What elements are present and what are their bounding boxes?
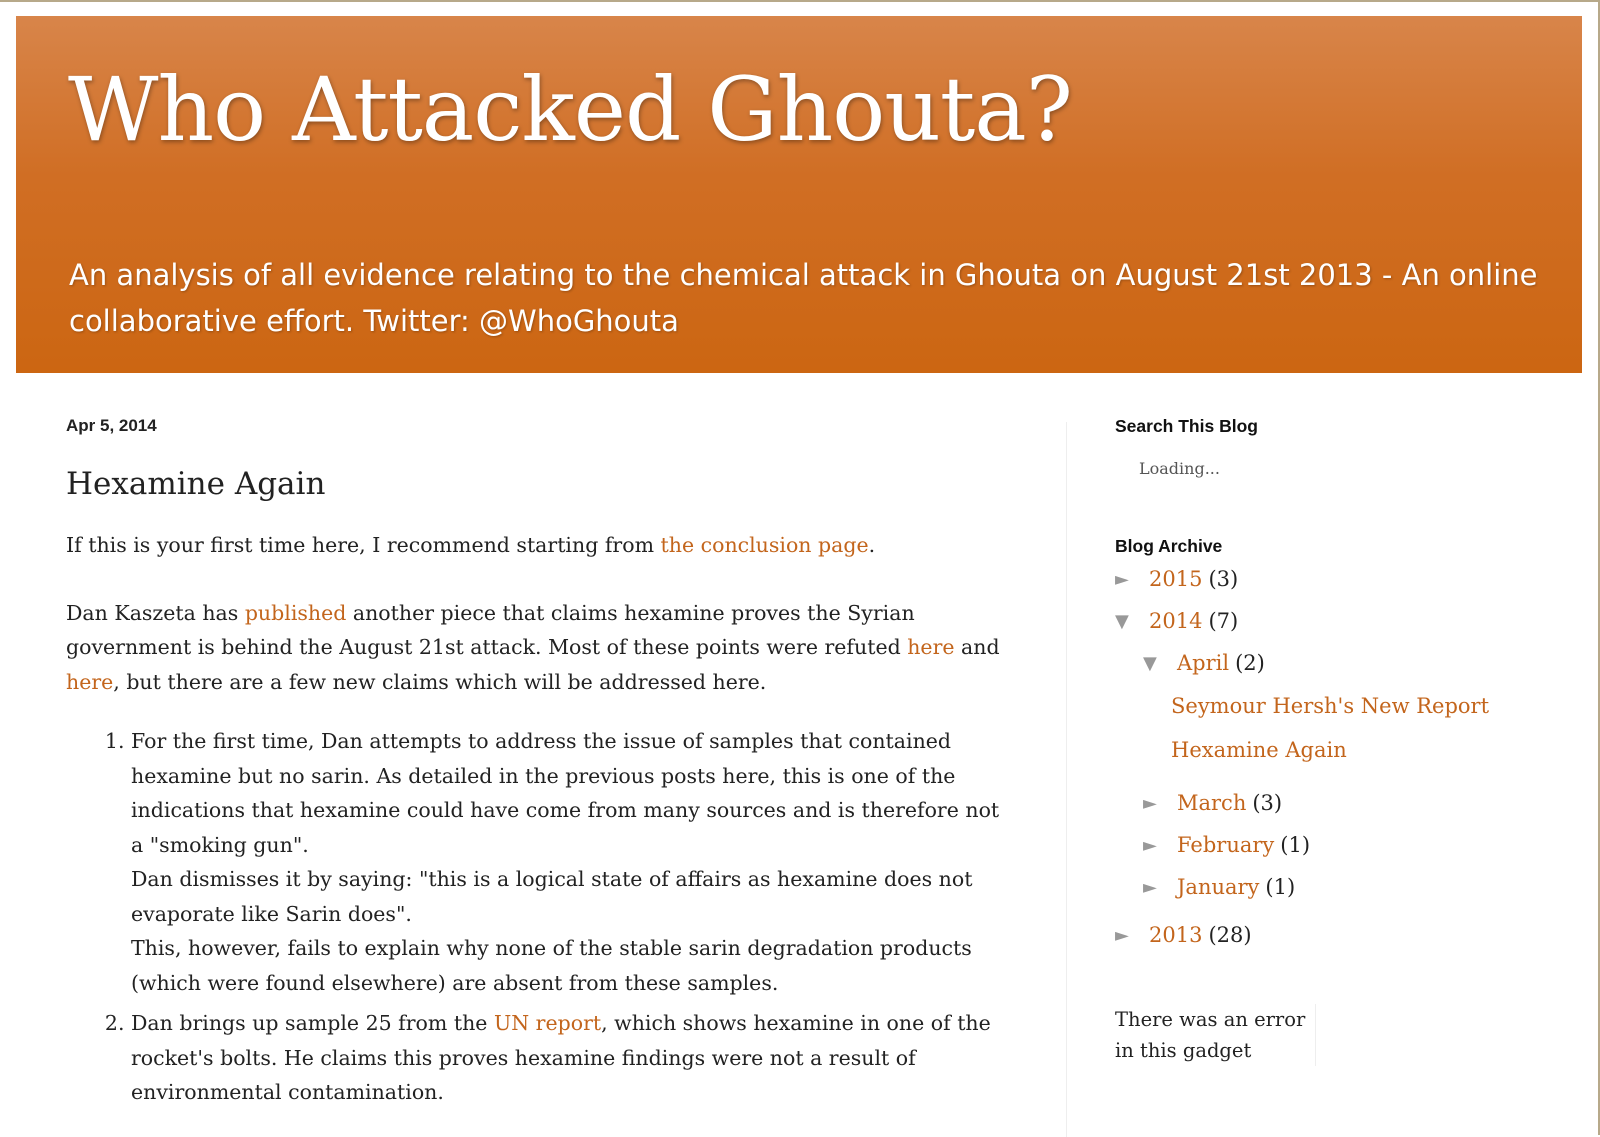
archive-post-link[interactable]: Seymour Hersh's New Report <box>1171 694 1490 718</box>
archive-count: (7) <box>1208 609 1239 633</box>
un-report-link[interactable]: UN report <box>493 1011 602 1035</box>
expand-arrow-icon[interactable]: ► <box>1115 568 1129 590</box>
archive-month-link[interactable]: April <box>1177 651 1230 675</box>
point-1-para-3: This, however, fails to explain why none of the stable sarin degradation products (which were found elsewhere) are absent from these samples. <box>131 936 972 995</box>
here-link-2[interactable]: here <box>66 669 114 694</box>
archive-year-link[interactable]: 2014 <box>1149 609 1203 633</box>
archive-month-february <box>1143 824 1575 866</box>
points-list <box>66 724 1016 1110</box>
sidebar <box>1115 414 1575 1066</box>
blog-archive <box>1115 558 1575 956</box>
published-link[interactable]: published <box>244 600 347 625</box>
expand-arrow-icon[interactable]: ► <box>1115 924 1129 946</box>
archive-post-item <box>1171 728 1575 772</box>
collapse-arrow-icon[interactable]: ▼ <box>1143 652 1157 674</box>
main-column <box>66 414 1016 1116</box>
collapse-arrow-icon[interactable]: ▼ <box>1115 610 1129 632</box>
archive-month-march <box>1143 782 1575 824</box>
conclusion-page-link[interactable]: the conclusion page <box>660 533 869 557</box>
archive-posts-april <box>1143 684 1575 772</box>
archive-months-2014 <box>1115 642 1575 908</box>
blog-description: An analysis of all evidence relating to the chemical attack in Ghouta on August 21st 2013 - An online collaborative effort. Twitter: @WhoGhouta <box>69 258 1538 338</box>
archive-widget-title: Blog Archive <box>1115 536 1223 556</box>
search-loading-text: Loading... <box>1139 459 1220 478</box>
lead-text-2: another piece that claims hexamine proves the Syrian government is behind the August 21st attack. Most of these points were refuted <box>66 600 915 659</box>
lead-text-3: and <box>954 635 1000 659</box>
archive-count: (3) <box>1208 567 1239 591</box>
archive-month-january <box>1143 866 1575 908</box>
archive-year-2014 <box>1115 600 1575 908</box>
blog-title[interactable]: Who Attacked Ghouta? <box>68 58 1072 161</box>
archive-post-link[interactable]: Hexamine Again <box>1171 738 1347 762</box>
archive-count: (1) <box>1280 833 1311 857</box>
archive-count: (28) <box>1208 923 1252 947</box>
intro-text-after: . <box>868 533 876 557</box>
archive-year-2013 <box>1115 914 1575 956</box>
search-widget-title: Search This Blog <box>1115 416 1258 436</box>
intro-text-before: If this is your first time here, I recommend starting from <box>66 533 661 557</box>
archive-count: (2) <box>1235 651 1265 675</box>
archive-post-item <box>1171 684 1575 728</box>
point-2-text-after: , which shows hexamine in one of the rocket's bolts. He claims this proves hexamine findings were not a result of environmental contamination. <box>131 1011 991 1104</box>
gadget-error-message: There was an error in this gadget <box>1115 1004 1316 1066</box>
archive-year-2015 <box>1115 558 1575 600</box>
expand-arrow-icon[interactable]: ► <box>1143 876 1157 898</box>
archive-year-link[interactable]: 2013 <box>1149 923 1203 947</box>
archive-month-april <box>1143 642 1575 772</box>
intro-paragraph <box>66 528 1016 563</box>
lead-text-4: , but there are a few new claims which will be addressed here. <box>113 669 767 694</box>
point-1-para-1: For the first time, Dan attempts to address the issue of samples that contained hexamine but no sarin. As detailed in the previous posts here, this is one of the indications that hexamine could have come from many sources and is therefore not a "smoking gun". <box>131 729 1000 857</box>
archive-month-link[interactable]: March <box>1177 791 1247 815</box>
lead-text-1: Dan Kaszeta has <box>66 600 245 625</box>
point-1 <box>131 724 1016 1000</box>
post-body <box>66 528 1016 1110</box>
expand-arrow-icon[interactable]: ► <box>1143 834 1157 856</box>
column-divider <box>1066 422 1067 1137</box>
archive-count: (1) <box>1265 875 1296 899</box>
blog-header <box>16 16 1582 373</box>
lead-paragraph <box>66 596 1016 700</box>
post-date: Apr 5, 2014 <box>66 416 157 435</box>
archive-month-link[interactable]: February <box>1177 833 1275 857</box>
archive-count: (3) <box>1252 791 1283 815</box>
archive-month-link[interactable]: January <box>1177 875 1260 899</box>
point-1-para-2: Dan dismisses it by saying: "this is a logical state of affairs as hexamine does not evaporate like Sarin does". <box>131 867 973 926</box>
point-2-text-before: Dan brings up sample 25 from the <box>131 1011 494 1035</box>
post-title[interactable]: Hexamine Again <box>66 466 326 502</box>
expand-arrow-icon[interactable]: ► <box>1143 792 1157 814</box>
here-link-1[interactable]: here <box>907 635 955 659</box>
archive-year-link[interactable]: 2015 <box>1149 567 1203 591</box>
point-2 <box>131 1006 1016 1110</box>
